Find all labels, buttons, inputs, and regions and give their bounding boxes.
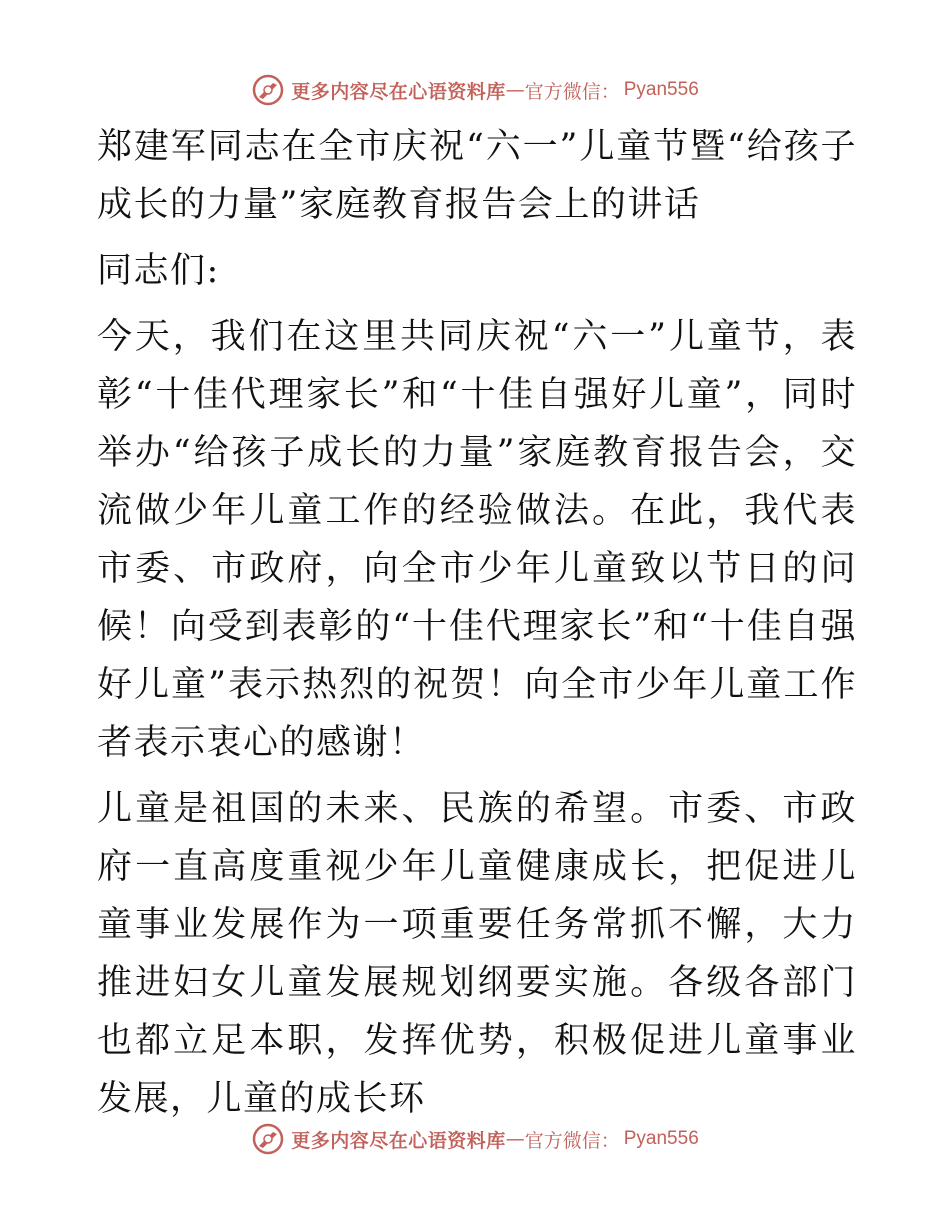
watermark-header (0, 70, 950, 110)
salutation: 同志们: (97, 251, 220, 291)
watermark-main-text: 更多内容尽在心语资料库 (291, 80, 506, 103)
watermark-wechat-id: Pyan556 (623, 79, 699, 100)
watermark-footer (0, 1119, 950, 1159)
seal-logo-icon (251, 73, 285, 107)
watermark-dash: — (505, 79, 525, 101)
paragraph-2: 儿童是祖国的未来、民族的希望。市委、市政府一直高度重视少年儿童健康成长，把促进儿童事业发展作为一项重要任务常抓不懈，大力推进妇女儿童发展规划纲要实施。各级各部门也都立足本职，发挥优势，积极促进儿童事业发展，儿童的成长环 (97, 789, 857, 1119)
speech-title: 郑建军同志在全市庆祝“六一”儿童节暨“给孩子成长的力量”家庭教育报告会上的讲话 (97, 127, 857, 225)
watermark-dash: — (505, 1128, 525, 1150)
watermark-wechat-id: Pyan556 (623, 1128, 699, 1149)
paragraph-1: 今天，我们在这里共同庆祝“六一”儿童节，表彰“十佳代理家长”和“十佳自强好儿童”，同时举办“给孩子成长的力量”家庭教育报告会，交流做少年儿童工作的经验做法。在此，我代表市委、市政府，向全市少年儿童致以节日的问候！向受到表彰的“十佳代理家长”和“十佳自强好儿童”表示热烈的祝贺！向全市少年儿童工作者表示衷心的感谢！ (97, 317, 857, 763)
watermark-wechat-label: 官方微信： (524, 1129, 620, 1152)
watermark-wechat-label: 官方微信： (524, 80, 620, 103)
document-body (97, 118, 857, 1136)
seal-logo-icon (251, 1122, 285, 1156)
watermark-main-text: 更多内容尽在心语资料库 (291, 1129, 506, 1152)
